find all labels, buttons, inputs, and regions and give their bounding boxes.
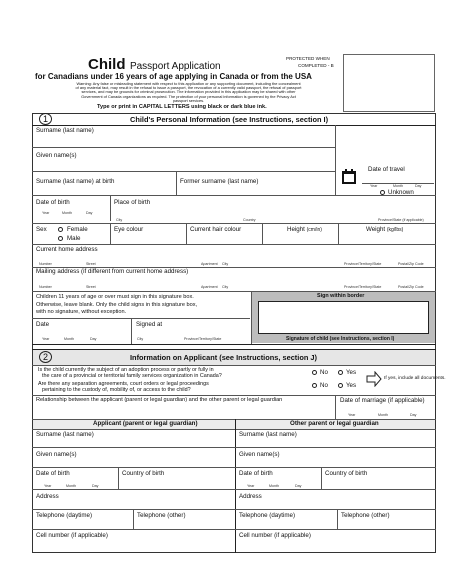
weight-text: Weight [366,226,386,233]
applicant-country-of-birth-label: Country of birth [122,470,165,477]
sign-note-1: Children 11 years of age or over must sign in this signature box. [36,294,194,300]
weight-field[interactable] [339,224,434,243]
rule [335,395,336,419]
rule [32,509,436,510]
q1-line-1: Is the child currently the subject of an adoption process or partly or fully in [38,367,214,373]
sign-note-2: Otherwise, leave blank. Only the child signs in this signature box, [36,301,198,308]
hair-colour-field[interactable] [187,224,261,243]
protected-label [286,56,334,69]
marriage-month-label: Month [378,413,388,417]
other-dob-field[interactable] [236,476,318,484]
applicant-address-field[interactable] [33,490,233,508]
form-subtitle: for Canadians under 16 years of age applying in Canada or from the USA [35,72,312,81]
home-city-label: City [222,262,229,266]
home-street-label: Street [86,262,96,266]
other-dob-month: Month [269,484,279,488]
applicant-surname-field[interactable] [33,430,233,446]
other-dob-year: Year [247,484,255,488]
travel-day-label: Day [415,184,422,188]
marriage-date-field[interactable] [338,405,434,413]
sign-year-label: Year [42,337,50,341]
q1-yes-label: Yes [346,369,357,376]
child-dob-label: Date of birth [36,199,70,206]
sign-date-label: Date [36,321,50,328]
sign-month-label: Month [64,337,74,341]
pob-province-label: Province/State (if applicable) [378,218,424,222]
rule [335,125,336,195]
sign-within-border-label: Sign within border [317,293,365,299]
office-use-box [343,54,435,112]
child-surname-field[interactable] [33,126,333,147]
child-surname-label: Surname (last name) [36,127,94,134]
other-tel-day-label: Telephone (daytime) [239,512,296,519]
other-parent-column-head: Other parent or legal guardian [290,420,379,427]
other-dob-label: Date of birth [239,470,273,477]
child-signature-instructions [36,294,197,317]
applicant-tel-other-field[interactable] [134,510,233,528]
marriage-day-label: Day [410,413,417,417]
other-surname-label: Surname (last name) [239,431,297,438]
applicant-given-names-field[interactable] [33,448,233,466]
relationship-field[interactable] [33,405,333,414]
place-of-birth-field[interactable] [111,205,433,218]
dob-month-label: Month [62,211,72,215]
sign-note-3: with no signature, without exception. [36,309,127,315]
other-tel-other-field[interactable] [338,510,434,528]
unknown-label: Unknown [388,189,414,196]
travel-year-label: Year [370,184,378,188]
q1-yes-radio[interactable] [338,370,343,375]
section-1-number: 1 [39,113,52,125]
rule [32,467,436,468]
sign-day-label: Day [90,337,97,341]
applicant-cell-field[interactable] [33,530,233,550]
other-cell-field[interactable] [236,530,434,550]
travel-date-boxes[interactable] [362,175,434,184]
pob-country-label: Country [243,218,256,222]
female-label: Female [67,226,88,233]
q2-yes-radio[interactable] [338,383,343,388]
applicant-tel-day-label: Telephone (daytime) [36,512,93,519]
applicant-tel-other-label: Telephone (other) [137,512,186,519]
rule [32,318,250,319]
travel-month-label: Month [393,184,403,188]
calendar-icon [341,169,358,186]
warning-line-2: of any material fact, may result in the refusal to issue a passport, the revocation of a currently valid passport, the refusal of passport [75,85,302,91]
other-tel-other-label: Telephone (other) [341,512,390,519]
signed-city-label: City [137,337,144,341]
ink-instruction: Type or print in CAPITAL LETTERS using black or dark blue ink. [97,104,267,110]
height-text: Height [287,226,305,233]
dob-year-label: Year [42,211,50,215]
q1-line-2: the care of a provincial or territorial family services organization in Canada? [42,373,222,379]
weight-unit: (kg/lbs) [386,227,404,233]
female-radio[interactable] [58,227,63,232]
rule [32,447,436,448]
sign-date-field[interactable] [33,328,129,337]
q1-no-label: No [320,369,328,376]
sex-label: Sex [36,226,47,233]
question-2 [38,381,209,393]
other-tel-day-field[interactable] [236,510,335,528]
applicant-cell-label: Cell number (if applicable) [36,532,108,539]
mail-street-label: Street [86,285,96,289]
mail-number-label: Number [39,285,52,289]
rule [32,349,436,350]
rule [32,365,436,366]
other-country-of-birth-label: Country of birth [325,470,368,477]
question-1 [38,367,222,379]
applicant-address-label: Address [36,493,59,500]
child-given-names-label: Given name(s) [36,152,77,159]
mailing-address-label: Mailing address (if different from current home address) [36,268,189,275]
section-2-title: Information on Applicant (see Instructions, section J) [130,353,317,362]
mail-province-label: Province/Territory/State [344,285,382,289]
male-radio[interactable] [58,236,63,241]
rule [32,489,436,490]
applicant-dob-label: Date of birth [36,470,70,477]
yes-documents-note: If yes, include all documents. [384,376,446,381]
section-2-number: 2 [39,351,52,363]
other-cell-label: Cell number (if applicable) [239,532,311,539]
home-apartment-label: Apartment [201,262,218,266]
other-given-names-label: Given name(s) [239,451,280,458]
warning-line-5: passport services. [172,97,205,103]
protected-line-2: COMPLETED - B [298,62,334,68]
arrow-right-icon [366,371,382,387]
other-address-field[interactable] [236,490,434,508]
place-of-birth-label: Place of birth [114,199,151,206]
male-label: Male [67,235,81,242]
relationship-label: Relationship between the applicant (parent or legal guardian) and the other parent or legal guardian [36,397,283,403]
home-postal-label: Postal/Zip Code [398,262,424,266]
form-title-rest: Passport Application [129,61,221,72]
q1-no-radio[interactable] [312,370,317,375]
applicant-dob-field[interactable] [33,476,115,484]
home-address-label: Current home address [36,246,98,253]
rule [32,529,436,530]
other-given-names-field[interactable] [236,448,434,466]
q2-yes-label: Yes [346,382,357,389]
surname-at-birth-field[interactable] [33,172,175,194]
other-country-of-birth-field[interactable] [322,476,434,488]
other-surname-field[interactable] [236,430,434,446]
mailing-address-field[interactable] [33,275,433,284]
eye-colour-field[interactable] [111,224,185,243]
former-surname-field[interactable] [177,172,333,194]
date-of-travel-label: Date of travel [368,166,405,173]
date-of-marriage-label: Date of marriage (if applicable) [340,397,425,404]
applicant-dob-month: Month [66,484,76,488]
other-address-label: Address [239,493,262,500]
warning-line-3: services, and may be grounds for criminal prosecution. The information provided in this application may be shared with other [81,89,296,95]
rule [32,244,436,245]
applicant-country-of-birth-field[interactable] [119,476,233,488]
mail-postal-label: Postal/Zip Code [398,285,424,289]
rule [32,195,436,196]
home-number-label: Number [39,262,52,266]
home-address-field[interactable] [33,253,433,262]
applicant-tel-day-field[interactable] [33,510,132,528]
warning-text [36,82,341,103]
child-signature-box[interactable] [258,301,429,334]
applicant-dob-year: Year [44,484,52,488]
height-unit: (cm/in) [306,227,322,233]
warning-line-4: Government of Canada organizations as required. The protection of your personal information is governed by the Privacy Act [81,93,296,99]
mail-city-label: City [222,285,229,289]
form-title-child: Child [88,56,126,73]
pob-city-label: City [116,218,123,222]
rule [32,344,436,345]
child-given-names-field[interactable] [33,148,333,170]
surname-at-birth-label: Surname (last name) at birth [36,178,115,185]
former-surname-label: Former surname (last name) [180,178,259,185]
mail-apartment-label: Apartment [201,285,218,289]
q2-line-1: Are there any separation agreements, court orders or legal proceedings [38,381,209,387]
q2-no-radio[interactable] [312,383,317,388]
signature-of-child-label: Signature of child (see Instructions, section I) [286,336,395,342]
q2-line-2: pertaining to the custody of, mobility of, or access to the child? [42,387,191,393]
dob-day-label: Day [86,211,93,215]
section-1-title: Child's Personal Information (see Instructions, section I) [130,115,329,124]
rule [32,395,436,396]
marriage-year-label: Year [348,413,356,417]
applicant-surname-label: Surname (last name) [36,431,94,438]
q2-no-label: No [320,382,328,389]
applicant-given-names-label: Given name(s) [36,451,77,458]
warning-line-1: Warning: Any false or misleading statement with respect to this application or any supporting document, including the concealment [76,81,301,86]
other-dob-day: Day [295,484,302,488]
protected-line-1: PROTECTED WHEN [286,56,330,61]
signed-at-label: Signed at [136,321,163,328]
applicant-dob-day: Day [92,484,99,488]
eye-colour-label: Eye colour [114,226,144,233]
signed-province-label: Province/Territory/State [184,337,222,341]
applicant-column-head: Applicant (parent or legal guardian) [93,420,198,427]
height-field[interactable] [263,224,337,243]
signed-at-field[interactable] [132,328,248,337]
hair-colour-label: Current hair colour [190,226,242,233]
home-province-label: Province/Territory/State [344,262,382,266]
